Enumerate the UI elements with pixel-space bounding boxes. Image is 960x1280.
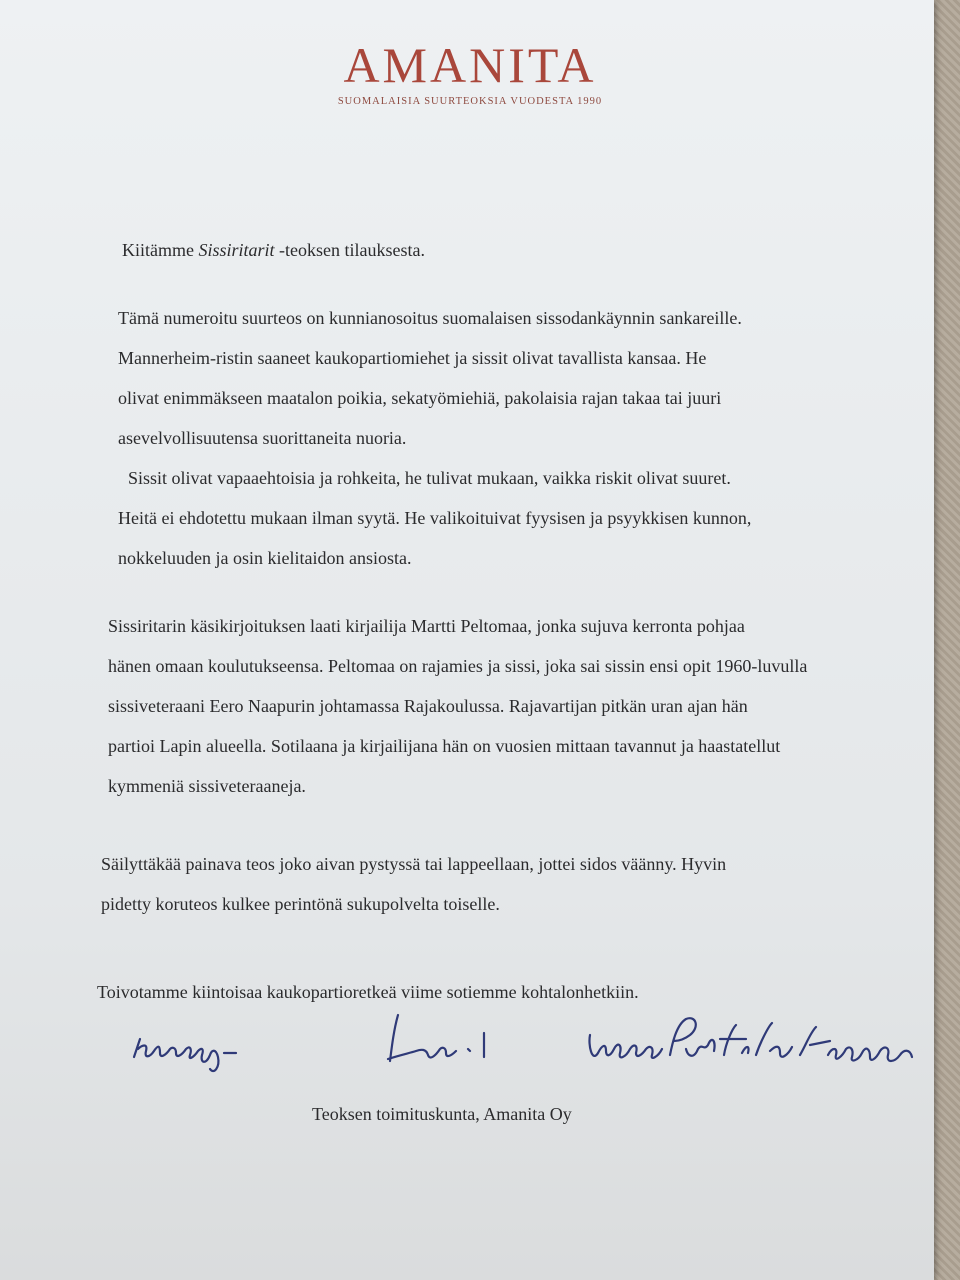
paragraph-line: hänen omaan koulutukseensa. Peltomaa on rajamies ja sissi, joka sai sissin ensi opit 1960-luvulla	[108, 656, 808, 676]
paragraph-line: asevelvollisuutensa suorittaneita nuoria.	[118, 428, 407, 448]
signature-1	[134, 1039, 236, 1071]
paragraph-care	[101, 844, 726, 924]
letterhead	[300, 38, 640, 107]
book-title: Sissiritarit	[198, 240, 275, 260]
paragraph-line: Mannerheim-ristin saaneet kaukopartiomiehet ja sissit olivat tavallista kansaa. He	[118, 348, 707, 368]
paragraph-line: Sissiritarin käsikirjoituksen laati kirjailija Martti Peltomaa, jonka sujuva kerronta pohjaa	[108, 616, 745, 636]
closing-line: Toivotamme kiintoisaa kaukopartioretkeä viime sotiemme kohtalonhetkiin.	[97, 982, 639, 1002]
paragraph-line: Sissit olivat vapaaehtoisia ja rohkeita, he tulivat mukaan, vaikka riskit olivat suuret.	[128, 468, 731, 488]
greeting-text-end: -teoksen tilauksesta.	[274, 240, 425, 260]
paragraph-line: partioi Lapin alueella. Sotilaana ja kirjailijana hän on vuosien mittaan tavannut ja haastatellut	[108, 736, 781, 756]
signoff-text: Teoksen toimituskunta, Amanita Oy	[312, 1104, 572, 1124]
paragraph-line: pidetty koruteos kulkee perintönä sukupolvelta toiselle.	[101, 894, 500, 914]
brand-logo: AMANITA	[343, 37, 597, 93]
signoff	[312, 1094, 572, 1134]
paragraph-line: kymmeniä sissiveteraaneja.	[108, 776, 306, 796]
paragraph-line: Tämä numeroitu suurteos on kunnianosoitus suomalaisen sissodankäynnin sankareille.	[118, 308, 742, 328]
paragraph-author	[108, 606, 807, 806]
paragraph-intro	[118, 298, 742, 458]
paragraph-line: nokkeluuden ja osin kielitaidon ansiosta.	[118, 548, 412, 568]
paragraph-volunteers	[118, 458, 751, 578]
brand-tagline: SUOMALAISIA SUURTEOKSIA VUODESTA 1990	[337, 96, 603, 107]
signatures	[120, 1005, 950, 1095]
signature-2	[388, 1015, 484, 1061]
paragraph-line: sissiveteraani Eero Naapurin johtamassa Rajakoulussa. Rajavartijan pitkän uran ajan hän	[108, 696, 748, 716]
greeting-text-start: Kiitämme	[122, 240, 199, 260]
signature-3	[589, 1018, 912, 1061]
paragraph-line: Säilyttäkää painava teos joko aivan pystyssä tai lappeellaan, jottei sidos väänny. Hyvin	[101, 854, 727, 874]
paragraph-line: Heitä ei ehdotettu mukaan ilman syytä. He valikoituivat fyysisen ja psyykkisen kunnon,	[118, 508, 752, 528]
greeting-line	[122, 230, 425, 270]
paragraph-line: olivat enimmäkseen maatalon poikia, sekatyömiehiä, pakolaisia rajan takaa tai juuri	[118, 388, 722, 408]
